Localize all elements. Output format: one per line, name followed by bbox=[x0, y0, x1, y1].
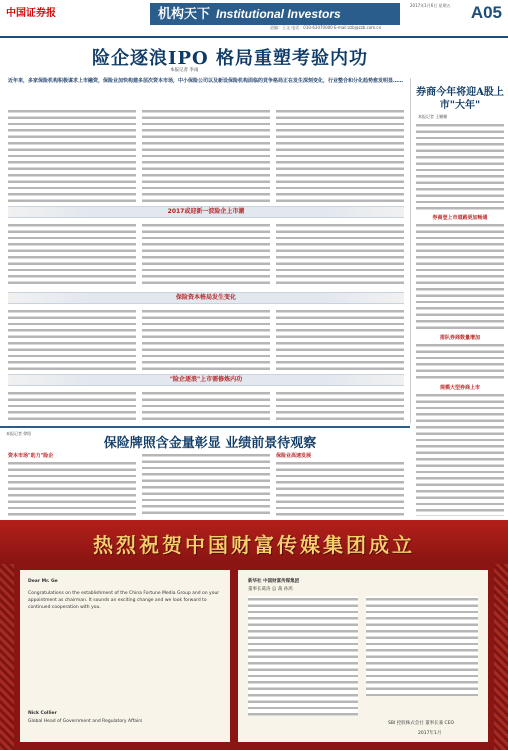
letter-body-cn bbox=[366, 596, 478, 696]
letter-greeting: Dear Mr. Ge bbox=[28, 579, 58, 584]
subhead-banner: "险企逐浪"上市需修炼内功 bbox=[8, 374, 404, 386]
chinese-letter bbox=[238, 570, 488, 742]
article-column bbox=[8, 390, 136, 424]
letter-signature: SBI 控股株式会社 董事长兼 CEO bbox=[388, 721, 455, 726]
article-column bbox=[142, 308, 270, 370]
article-column bbox=[8, 460, 136, 516]
second-section-label: 资本市场"助力"险企 bbox=[8, 453, 54, 459]
date-line: 2017年1月6日 星期五 bbox=[410, 3, 451, 8]
letter-signature-title: Global Head of Government and Regulatory Affairs bbox=[28, 719, 143, 724]
side-subhead: 规模大型券商上市 bbox=[439, 385, 480, 391]
english-letter bbox=[20, 570, 230, 742]
letter-date: 2017年1月 bbox=[418, 731, 442, 736]
editor-info: 责编：王文 电话：010-63070000 E-mail:zzb@zzb.com.cn bbox=[270, 25, 382, 30]
second-headline: 保险牌照含金量彰显 业绩前景待观察 bbox=[103, 436, 317, 451]
side-article-column bbox=[416, 222, 504, 332]
page-number: A05 bbox=[470, 3, 502, 22]
side-article-column bbox=[416, 392, 504, 516]
main-headline: 险企逐浪IPO 格局重塑考验内功 bbox=[92, 48, 368, 69]
story-divider bbox=[0, 426, 410, 428]
side-headline: 券商今年将迎A股上市"大年" bbox=[416, 87, 504, 111]
side-article-column bbox=[416, 342, 504, 382]
newspaper-logo: 中国证券报 bbox=[6, 8, 56, 19]
article-column bbox=[8, 108, 136, 202]
side-article-column bbox=[416, 122, 504, 212]
congratulation-ad bbox=[0, 520, 508, 750]
section-title-cn: 机构天下 bbox=[158, 7, 211, 22]
article-column bbox=[276, 308, 404, 370]
side-byline: 本报记者 王姗姗 bbox=[418, 114, 448, 119]
side-subhead: 券商登上市道路更加畅通 bbox=[432, 215, 488, 221]
main-byline: 本报记者 李雨 bbox=[170, 68, 199, 73]
side-subhead: 排队券商数量增加 bbox=[439, 335, 480, 341]
ornament-border bbox=[0, 564, 14, 750]
letter-body: Congratulations on the establishment of the China Fortune Media Group and on your appointment as chairman. It sounds an exciting change and we look forward to continued cooperation with you. bbox=[28, 591, 220, 610]
subhead-banner: 保险资本格局发生变化 bbox=[8, 292, 404, 304]
letter-signature-name: Nick Collier bbox=[28, 711, 57, 716]
article-column bbox=[142, 222, 270, 288]
article-column bbox=[276, 390, 404, 424]
column-divider bbox=[410, 78, 411, 423]
page-header bbox=[0, 0, 508, 38]
section-title bbox=[150, 3, 400, 25]
ad-title: 热烈祝贺中国财富传媒集团成立 bbox=[93, 533, 415, 557]
main-lead: 近年来，多家保险机构积极谋求上市融资，保险业加快构建多层次资本市场，中小保险公司以及新设保险机构面临的竞争格局正在发生深刻变化，行业整合和分化趋势愈发明显…… bbox=[8, 78, 404, 84]
second-section-label: 保险业高速发展 bbox=[276, 453, 312, 459]
article-column bbox=[276, 222, 404, 288]
article-column bbox=[276, 460, 404, 516]
article-column bbox=[142, 452, 270, 516]
subhead-banner: 2017或迎新一波险企上市潮 bbox=[8, 206, 404, 218]
ornament-border bbox=[494, 564, 508, 750]
article-column bbox=[142, 390, 270, 424]
article-column bbox=[276, 108, 404, 202]
letter-recipient: 董事长葛涛 总 裁 孙鸿 bbox=[248, 587, 293, 592]
article-column bbox=[8, 308, 136, 370]
article-column bbox=[8, 222, 136, 288]
letter-body-cn bbox=[248, 596, 358, 716]
second-byline: 本报记者 徐昭 bbox=[6, 431, 32, 436]
article-column bbox=[142, 108, 270, 202]
section-title-en: Institutional Investors bbox=[216, 7, 341, 21]
letter-header: 新华社 中国财富传媒集团 bbox=[248, 579, 300, 584]
